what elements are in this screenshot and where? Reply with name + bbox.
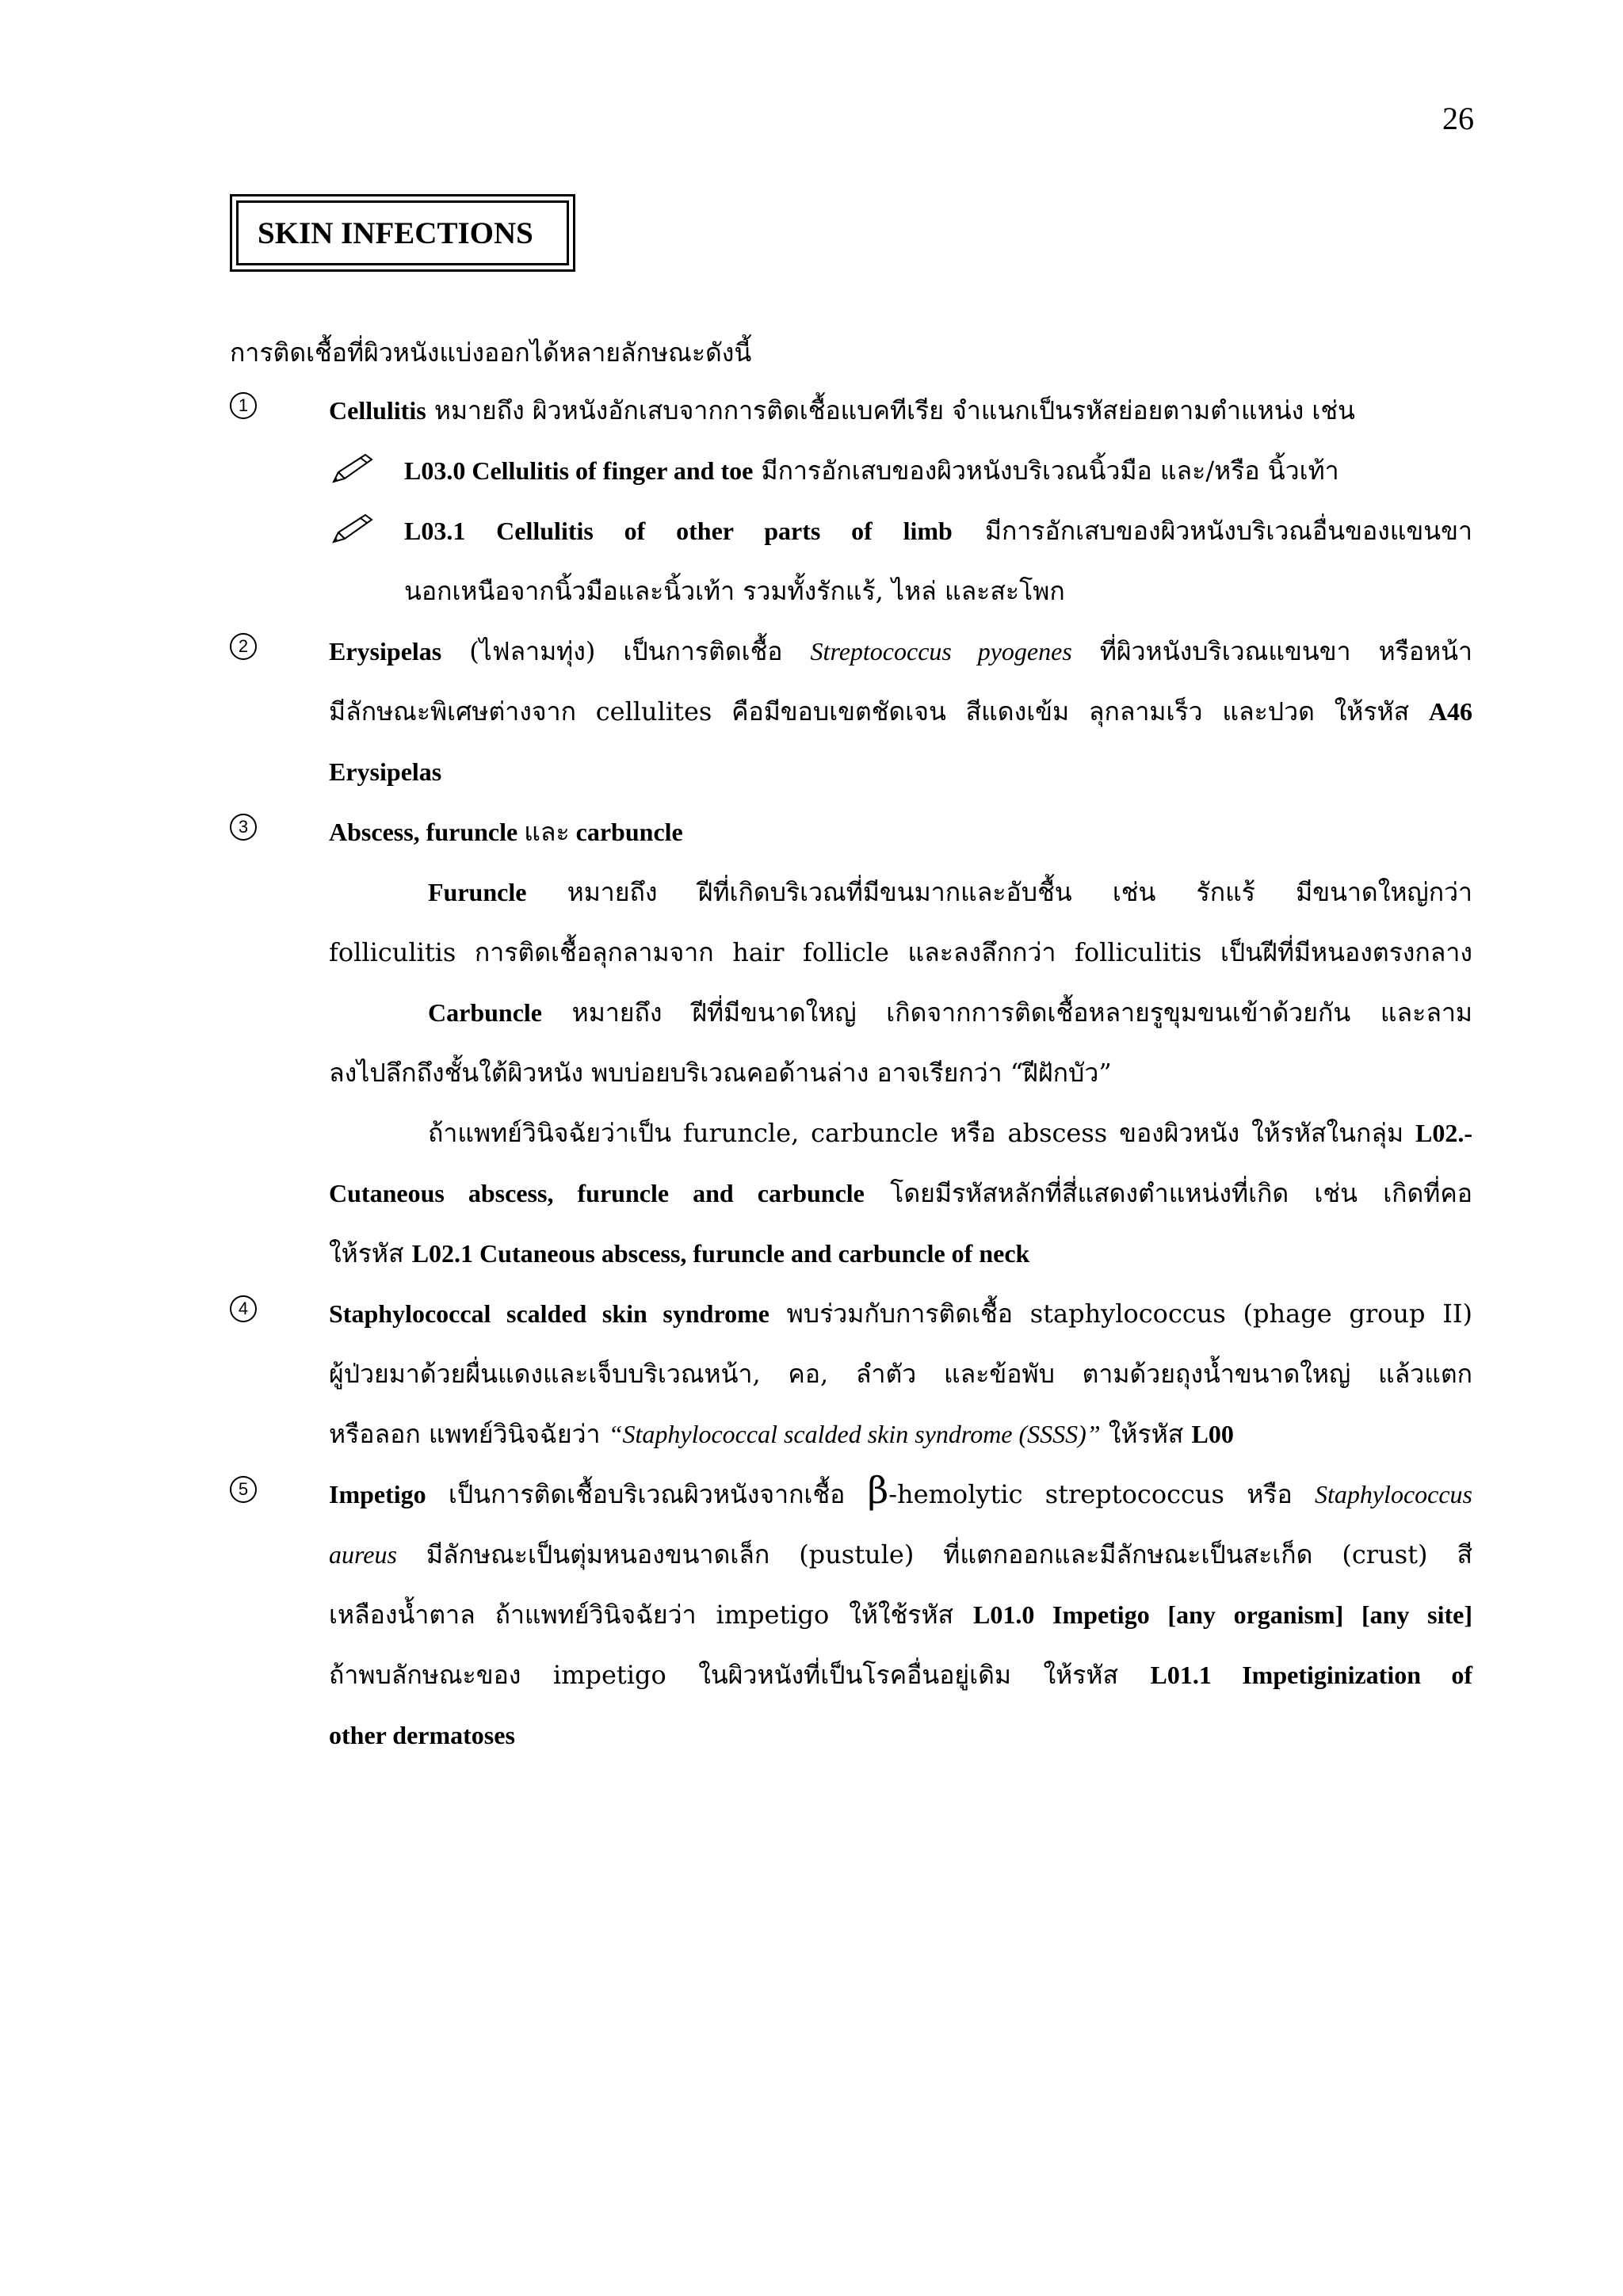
pencil-icon: [329, 512, 375, 547]
item-line: [329, 1283, 1472, 1344]
code-label: L01.0 Impetigo [any organism] [any site]: [972, 1600, 1473, 1629]
item-line: [329, 1223, 1472, 1283]
item-line: [329, 802, 1472, 862]
diagnosis-quote: “Staphylococcal scalded skin syndrome (SSSS)”: [608, 1420, 1101, 1448]
code-label: L00: [1191, 1420, 1234, 1448]
item-text: -hemolytic streptococcus หรือ: [888, 1479, 1315, 1509]
item-text: หรือลอก แพทย์วินิจฉัยว่า: [329, 1419, 609, 1449]
item-text: ให้รหัส: [1100, 1419, 1192, 1449]
item-line: [329, 982, 1472, 1043]
item-title: Staphylococcal scalded skin syndrome: [329, 1299, 769, 1328]
item-line: ผู้ป่วยมาด้วยผื่นแดงและเจ็บบริเวณหน้า, คอ, ลำตัว และข้อพับ ตามด้วยถุงน้ำขนาดใหญ่ แล้วแตก: [329, 1359, 1472, 1389]
circled-number-icon: 4: [230, 1295, 257, 1322]
circled-number-icon: 2: [230, 633, 257, 660]
item-title: carbuncle: [569, 818, 683, 846]
item-text: หมายถึง ฝีที่มีขนาดใหญ่ เกิดจากการติดเชื้อหลายรูขุมขนเข้าด้วยกัน และลาม: [542, 997, 1472, 1028]
item-text: หมายถึง ฝีที่เกิดบริเวณที่มีขนมากและอับชื้น เช่น รักแร้ มีขนาดใหญ่กว่า: [526, 877, 1472, 907]
item-line: ลงไปลึกถึงชั้นใต้ผิวหนัง พบบ่อยบริเวณคอด้านล่าง อาจเรียกว่า “ฝีฝักบัว”: [329, 1058, 1112, 1088]
pencil-icon: [329, 452, 375, 486]
item-text: เหลืองน้ำตาล ถ้าแพทย์วินิจฉัยว่า impetigo ให้ใช้รหัส: [329, 1600, 973, 1630]
item-text: มีลักษณะพิเศษต่างจาก cellulites คือมีขอบเขตชัดเจน สีแดงเข้ม ลุกลามเร็ว และปวด ให้รหัส: [329, 696, 1429, 727]
item-text: พบร่วมกับการติดเชื้อ staphylococcus (phage group II): [769, 1299, 1472, 1329]
item-title-connector: และ: [524, 817, 570, 847]
page-number: 26: [1442, 101, 1474, 136]
item-text: (ไฟลามทุ่ง) เป็นการติดเชื้อ: [441, 636, 811, 666]
code-label: Cutaneous abscess, furuncle and carbuncle: [329, 1179, 865, 1207]
sub-item: [329, 501, 1472, 621]
list-item-erysipelas: [230, 621, 1472, 802]
list-item-impetigo: [230, 1464, 1472, 1765]
code-label: L03.0 Cellulitis of finger and toe: [404, 456, 754, 485]
item-text: มีลักษณะเป็นตุ่มหนองขนาดเล็ก (pustule) ที่แตกออกและมีลักษณะเป็นสะเก็ด (crust) สี: [396, 1539, 1472, 1569]
item-line: [329, 681, 1472, 742]
sub-item-line: [404, 501, 1472, 561]
item-text: ที่ผิวหนังบริเวณแขนขา หรือหน้า: [1071, 636, 1473, 666]
code-label: A46: [1428, 697, 1472, 726]
term-label: Furuncle: [428, 878, 527, 906]
sub-item: [329, 441, 1472, 501]
sub-item-line: นอกเหนือจากนิ้วมือและนิ้วเท้า รวมทั้งรักแร้, ไหล่ และสะโพก: [404, 576, 1065, 606]
organism-name: Streptococcus pyogenes: [810, 637, 1072, 666]
beta-symbol: β: [867, 1469, 889, 1512]
item-line: folliculitis การติดเชื้อลุกลามจาก hair follicle และลงลึกกว่า folliculitis เป็นฝีที่มีหนองตรงกลาง: [329, 937, 1472, 967]
item-text: ให้รหัส: [329, 1238, 412, 1268]
item-line: [329, 1524, 1472, 1585]
code-label: other dermatoses: [329, 1721, 515, 1749]
intro-text: การติดเชื้อที่ผิวหนังแบ่งออกได้หลายลักษณะดังนี้: [230, 338, 752, 368]
section-heading-box: [230, 194, 575, 272]
code-label: Erysipelas: [329, 757, 442, 786]
item-text: ถ้าแพทย์วินิจฉัยว่าเป็น furuncle, carbuncle หรือ abscess ของผิวหนัง ให้รหัสในกลุ่ม: [428, 1118, 1415, 1148]
item-line: [329, 862, 1472, 922]
item-line: [329, 380, 1472, 441]
sub-item-text: มีการอักเสบของผิวหนังบริเวณนิ้วมือ และ/หรือ นิ้วเท้า: [753, 456, 1339, 486]
sub-item-text: มีการอักเสบของผิวหนังบริเวณอื่นของแขนขา: [952, 516, 1473, 546]
circled-number-icon: 5: [230, 1476, 257, 1503]
item-line: [329, 1404, 1472, 1464]
list-item-abscess: [230, 802, 1472, 1283]
item-text: หมายถึง ผิวหนังอักเสบจากการติดเชื้อแบคทีเรีย จำแนกเป็นรหัสย่อยตามตำแหน่ง เช่น: [426, 395, 1355, 425]
circled-number-icon: 3: [230, 814, 257, 841]
item-line: [329, 742, 1472, 802]
organism-name: Staphylococcus: [1314, 1480, 1472, 1508]
code-label: L02.1 Cutaneous abscess, furuncle and carbuncle of neck: [411, 1239, 1030, 1268]
code-label: L02.-: [1415, 1119, 1472, 1147]
document-body: [230, 325, 1472, 1765]
item-title: Impetigo: [329, 1480, 426, 1508]
item-text: ถ้าพบลักษณะของ impetigo ในผิวหนังที่เป็นโรคอื่นอยู่เดิม ให้รหัส: [329, 1660, 1151, 1690]
item-line: [329, 1103, 1472, 1163]
code-label: L03.1 Cellulitis of other parts of limb: [404, 517, 953, 545]
item-title: Cellulitis: [329, 396, 426, 425]
item-line: [329, 1163, 1472, 1223]
item-line: [329, 621, 1472, 681]
sub-item-line: [404, 441, 1472, 501]
item-line: [329, 1585, 1472, 1645]
item-title: Erysipelas: [329, 637, 442, 666]
list-item-cellulitis: [230, 380, 1472, 621]
list-item-ssss: [230, 1283, 1472, 1464]
item-text: เป็นการติดเชื้อบริเวณผิวหนังจากเชื้อ: [426, 1479, 868, 1509]
item-line: [329, 1464, 1472, 1524]
item-title: Abscess, furuncle: [329, 818, 525, 846]
item-text: โดยมีรหัสหลักที่สี่แสดงตำแหน่งที่เกิด เช่น เกิดที่คอ: [864, 1178, 1473, 1208]
organism-name: aureus: [329, 1540, 397, 1569]
item-line: [329, 1645, 1472, 1705]
item-line: [329, 1705, 1472, 1765]
section-heading: SKIN INFECTIONS: [258, 215, 533, 250]
term-label: Carbuncle: [428, 998, 542, 1027]
circled-number-icon: 1: [230, 392, 257, 419]
code-label: L01.1 Impetiginization of: [1150, 1661, 1473, 1689]
